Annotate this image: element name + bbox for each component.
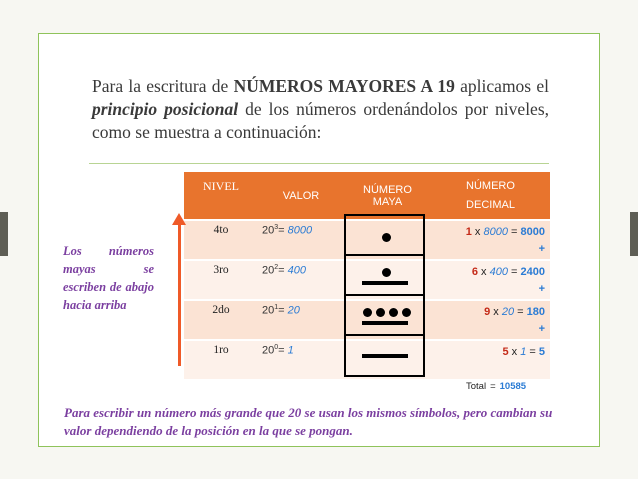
maya-level-separator [346,254,423,256]
dec-plus: + [538,283,545,295]
row-valor [258,300,344,340]
header-maya: NÚMERO MAYA [344,172,431,220]
dec-eq: = [514,306,527,318]
row-valor [258,340,344,380]
row-decimal [431,300,550,340]
intro-text-1: Para la escritura de [92,76,234,96]
dec-times: x [471,226,484,238]
row-nivel: 1ro [184,340,258,380]
row-decimal [431,220,550,260]
valor-result: 400 [287,264,306,277]
dec-times: x [477,266,490,278]
dec-multiplier: 5 [502,346,509,358]
row-nivel: 3ro [184,260,258,300]
intro-bold-italic: principio posicional [92,99,239,119]
header-valor: VALOR [258,172,344,220]
valor-eq: = [278,344,288,357]
left-edge-tab [0,212,8,256]
valor-eq: = [278,224,288,237]
valor-eq: = [278,264,288,277]
intro-bold: NÚMEROS MAYORES A 19 [233,76,455,96]
valor-base: 20 [262,304,275,317]
dec-multiplier: 9 [484,306,491,318]
maya-level-separator [346,334,423,336]
row-nivel: 2do [184,300,258,340]
dec-place: 20 [501,306,515,318]
maya-bar [362,321,408,325]
dec-product: 2400 [520,266,545,278]
row-decimal [431,260,550,300]
valor-exp: 0 [274,344,279,351]
side-note: Los números mayas se escriben de abajo hacia arriba [63,244,154,312]
dec-place: 1 [520,346,527,358]
dec-multiplier: 6 [471,266,478,278]
total-eq: = [490,381,496,392]
valor-result: 1 [287,344,294,357]
row-nivel: 4to [184,220,258,260]
dec-product: 8000 [520,226,545,238]
row-valor [258,220,344,260]
valor-base: 20 [262,344,275,357]
maya-bar [362,354,408,358]
bottom-note: Para escribir un número más grande que 20 se usan los mismos símbolos, pero cambian su valor dependiendo de la posición en la que se pongan. [64,405,553,438]
total-label: Total [466,381,487,392]
dec-plus: + [538,323,545,335]
dec-place: 400 [489,266,508,278]
maya-numeral-box [344,214,425,377]
valor-base: 20 [262,224,275,237]
dec-product: 180 [526,306,545,318]
upward-arrow-shaft [178,223,181,366]
maya-bar [362,281,408,285]
maya-dot [382,233,391,242]
valor-result: 8000 [287,224,313,237]
valor-result: 20 [287,304,300,317]
maya-dot [363,308,372,317]
header-decimal [431,172,550,220]
dec-eq: = [507,226,521,238]
divider [89,163,549,164]
valor-eq: = [278,304,288,317]
dec-times: x [490,306,502,318]
maya-dot [402,308,411,317]
dec-eq: = [507,266,521,278]
table-header-row [184,172,550,220]
header-nivel: NIVEL [184,172,258,220]
valor-base: 20 [262,264,275,277]
maya-level-separator [346,294,423,296]
header-decimal-line2: DECIMAL [466,198,515,211]
dec-place: 8000 [483,226,508,238]
intro-text-2: aplicamos el [454,76,550,96]
dec-times: x [508,346,521,358]
total-value: 10585 [499,381,527,392]
maya-dot [389,308,398,317]
maya-dot [376,308,385,317]
valor-exp: 2 [274,264,279,271]
dec-plus: + [538,243,545,255]
intro-paragraph [92,75,549,144]
valor-exp: 1 [274,304,279,311]
row-decimal [431,340,550,380]
dec-multiplier: 1 [465,226,472,238]
intro-text-3: de los números ordenándolos por niveles, como se muestra a continuación: [92,99,550,142]
total-line [466,381,526,392]
dec-eq: = [526,346,539,358]
header-decimal-line1: NÚMERO [466,179,515,192]
maya-dot [382,268,391,277]
up-arrow-icon [172,213,186,225]
valor-exp: 3 [274,224,279,231]
right-edge-tab [630,212,638,256]
row-valor [258,260,344,300]
dec-product: 5 [538,346,545,358]
